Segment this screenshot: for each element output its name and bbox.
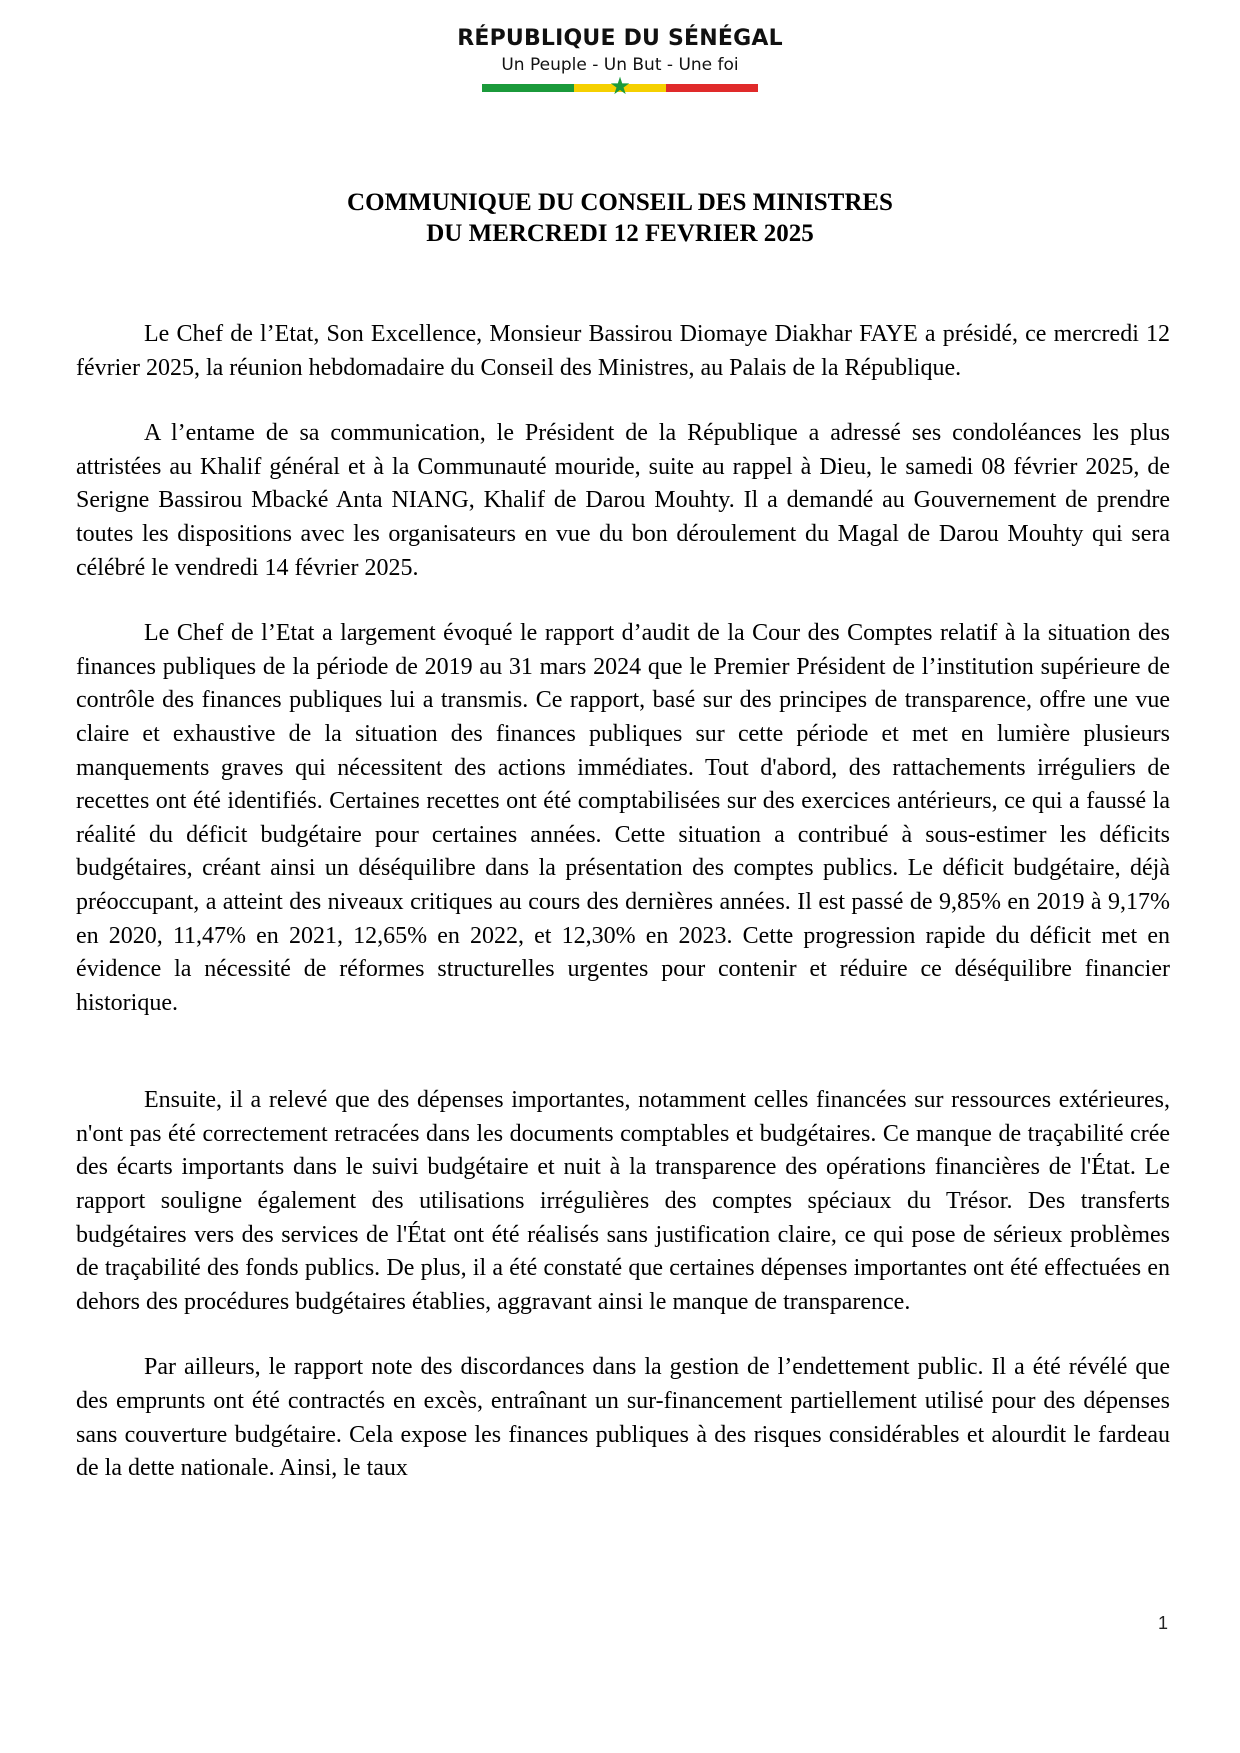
document-body	[76, 318, 1170, 1486]
flag-green-band	[482, 84, 574, 92]
flag-red-band	[666, 84, 758, 92]
document-title-line-2: DU MERCREDI 12 FEVRIER 2025	[426, 220, 814, 247]
paragraph-condolences: A l’entame de sa communication, le Président de la République a adressé ses condoléances les plus attristées au Khalif général et à la Communauté mouride, suite au rappel à Dieu, le samedi 08 février 2025, de Serigne Bassirou Mbacké Anta NIANG, Khalif de Darou Mouhty. Il a demandé au Gouvernement de prendre toutes les dispositions avec les organisateurs en vue du bon déroulement du Magal de Darou Mouhty qui sera célébré le vendredi 14 février 2025.	[76, 420, 1170, 581]
document-title	[0, 187, 1240, 249]
document-title-line-1: COMMUNIQUE DU CONSEIL DES MINISTRES	[347, 189, 893, 216]
paragraph-audit-report: Le Chef de l’Etat a largement évoqué le rapport d’audit de la Cour des Comptes relatif à la situation des finances publiques de la période de 2019 au 31 mars 2024 que le Premier Président de l’institution supérieure de contrôle des finances publiques lui a transmis. Ce rapport, basé sur des principes de transparence, offre une vue claire et exhaustive de la situation des finances publiques sur cette période et met en lumière plusieurs manquements graves qui nécessitent des actions immédiates. Tout d'abord, des rattachements irréguliers de recettes ont été identifiés. Certaines recettes ont été comptabilisées sur des exercices antérieurs, ce qui a faussé la réalité du déficit budgétaire pour certaines années. Cette situation a contribué à sous-estimer les déficits budgétaires, créant ainsi un déséquilibre dans la présentation des comptes publics. Le déficit budgétaire, déjà préoccupant, a atteint des niveaux critiques au cours des dernières années. Il est passé de 9,85% en 2019 à 9,17% en 2020, 11,47% en 2021, 12,65% en 2022, et 12,30% en 2023. Cette progression rapide du déficit met en évidence la nécessité de réformes structurelles urgentes pour contenir et réduire ce déséquilibre financier historique.	[76, 620, 1170, 1016]
flag-stripe	[482, 72, 758, 100]
star-icon: ★	[609, 72, 631, 100]
paragraph-opening: Le Chef de l’Etat, Son Excellence, Monsieur Bassirou Diomaye Diakhar FAYE a présidé, ce mercredi 12 février 2025, la réunion hebdomadaire du Conseil des Ministres, au Palais de la République.	[76, 321, 1170, 381]
letterhead-motto: Un Peuple - Un But - Une foi	[501, 55, 739, 75]
paragraph-expenditures: Ensuite, il a relevé que des dépenses importantes, notamment celles financées sur ressources extérieures, n'ont pas été correctement retracées dans les documents comptables et budgétaires. Ce manque de traçabilité crée des écarts importants dans le suivi budgétaire et nuit à la transparence des opérations financières de l'État. Le rapport souligne également des utilisations irrégulières des comptes spéciaux du Trésor. Des transferts budgétaires vers des services de l'État ont été réalisés sans justification claire, ce qui pose de sérieux problèmes de traçabilité des fonds publics. De plus, il a été constaté que certaines dépenses importantes ont été effectuées en dehors des procédures budgétaires établies, aggravant ainsi le manque de transparence.	[76, 1087, 1170, 1315]
paragraph-public-debt: Par ailleurs, le rapport note des discordances dans la gestion de l’endettement public. Il a été révélé que des emprunts ont été contractés en excès, entraînant un sur-financement partiellement utilisé pour des dépenses sans couverture budgétaire. Cela expose les finances publiques à des risques considérables et alourdit le fardeau de la dette nationale. Ainsi, le taux	[76, 1354, 1170, 1482]
letterhead	[0, 26, 1240, 100]
letterhead-title: RÉPUBLIQUE DU SÉNÉGAL	[457, 26, 783, 51]
page-number: 1	[1157, 1613, 1168, 1633]
